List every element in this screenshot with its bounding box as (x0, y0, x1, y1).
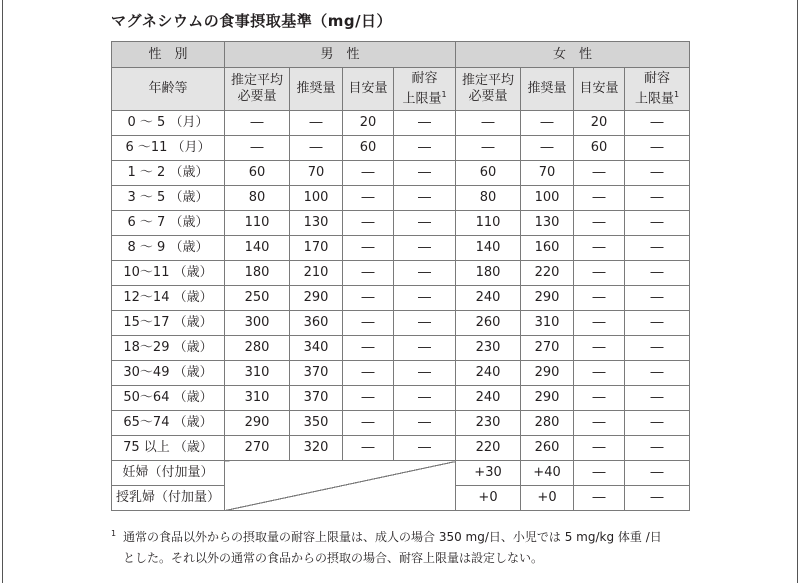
pregnant-label-cell: 妊婦（付加量） (112, 461, 225, 486)
female-rda-cell: +0 (521, 486, 574, 511)
male-ul-cell: ― (394, 436, 456, 461)
female-ear-cell: 180 (456, 261, 521, 286)
age-cell: 30～49 （歳） (112, 361, 225, 386)
male-ear-cell: ― (225, 111, 290, 136)
male-ear-cell: 270 (225, 436, 290, 461)
male-header: 男 性 (225, 42, 456, 68)
female-ul-cell: ― (625, 411, 690, 436)
male-ear-cell: 60 (225, 161, 290, 186)
male-ear-cell: 310 (225, 386, 290, 411)
male-ear-cell: 290 (225, 411, 290, 436)
female-ear-cell: 60 (456, 161, 521, 186)
female-ul-cell: ― (625, 386, 690, 411)
female-ai-cell: ― (574, 336, 625, 361)
female-ear-cell: 240 (456, 361, 521, 386)
table-row (112, 161, 690, 186)
not-applicable-diagonal-cell (225, 461, 456, 511)
male-ul-cell: ― (394, 236, 456, 261)
female-rda-cell: +40 (521, 461, 574, 486)
male-ai-cell: ― (343, 311, 394, 336)
female-ul-cell: ― (625, 161, 690, 186)
male-ear-cell: 80 (225, 186, 290, 211)
female-ai-cell: ― (574, 186, 625, 211)
page-frame-left (2, 0, 3, 583)
male-rda-cell: 100 (290, 186, 343, 211)
female-ear-cell: 240 (456, 386, 521, 411)
male-ear-cell: 110 (225, 211, 290, 236)
table-row (112, 236, 690, 261)
male-ear-cell: 300 (225, 311, 290, 336)
age-cell: 15～17 （歳） (112, 311, 225, 336)
male-rda-cell: 370 (290, 386, 343, 411)
female-ear-cell: ― (456, 111, 521, 136)
female-ear-cell: 240 (456, 286, 521, 311)
male-ul-cell: ― (394, 336, 456, 361)
male-ear-cell: 250 (225, 286, 290, 311)
female-ul-cell: ― (625, 311, 690, 336)
female-ai-cell: ― (574, 211, 625, 236)
age-cell: 8 ～ 9 （歳） (112, 236, 225, 261)
age-header-label: 年齢等 (112, 68, 225, 111)
female-ai-cell: 60 (574, 136, 625, 161)
table-row (112, 336, 690, 361)
male-ai-cell: ― (343, 286, 394, 311)
male-ul-cell: ― (394, 311, 456, 336)
female-ul-cell: ― (625, 361, 690, 386)
male-rda-cell: 340 (290, 336, 343, 361)
footnote (111, 527, 701, 569)
female-ul-cell: ― (625, 111, 690, 136)
female-ear-cell: +0 (456, 486, 521, 511)
female-rda-cell: 290 (521, 286, 574, 311)
age-cell: 6 ～11 （月） (112, 136, 225, 161)
female-ul-cell: ― (625, 486, 690, 511)
table-row (112, 311, 690, 336)
male-ul-cell: ― (394, 286, 456, 311)
female-ai-cell: ― (574, 286, 625, 311)
male-rda-cell: 350 (290, 411, 343, 436)
male-ear-cell: ― (225, 136, 290, 161)
female-rda-cell: 260 (521, 436, 574, 461)
page-frame-right (797, 0, 798, 583)
female-ul-header: 耐容 上限量$^1$ (625, 68, 690, 111)
age-cell: 3 ～ 5 （歳） (112, 186, 225, 211)
female-ul-cell: ― (625, 336, 690, 361)
female-ai-cell: ― (574, 486, 625, 511)
age-cell: 18～29 （歳） (112, 336, 225, 361)
male-ai-cell: ― (343, 436, 394, 461)
male-ai-header: 目安量 (343, 68, 394, 111)
female-rda-cell: 130 (521, 211, 574, 236)
male-ul-cell: ― (394, 411, 456, 436)
footnote-line-1: 通常の食品以外からの摂取量の耐容上限量は、成人の場合 350 mg/日、小児では 5 mg/kg 体重 /日 (123, 530, 662, 544)
female-ear-cell: 80 (456, 186, 521, 211)
female-ear-cell: 260 (456, 311, 521, 336)
male-ul-cell: ― (394, 261, 456, 286)
female-ear-cell: 220 (456, 436, 521, 461)
male-rda-cell: ― (290, 111, 343, 136)
lactating-label-cell: 授乳婦（付加量） (112, 486, 225, 511)
table-row (112, 436, 690, 461)
male-rda-cell: 290 (290, 286, 343, 311)
magnesium-intake-table (111, 41, 690, 511)
female-ear-cell: +30 (456, 461, 521, 486)
female-ai-cell: ― (574, 236, 625, 261)
female-rda-cell: ― (521, 111, 574, 136)
female-rda-cell: 160 (521, 236, 574, 261)
female-rda-cell: 270 (521, 336, 574, 361)
female-ul-cell: ― (625, 436, 690, 461)
female-rda-cell: 290 (521, 386, 574, 411)
male-ear-cell: 180 (225, 261, 290, 286)
female-ul-cell: ― (625, 136, 690, 161)
female-rda-cell: ― (521, 136, 574, 161)
male-ai-cell: ― (343, 411, 394, 436)
age-cell: 50～64 （歳） (112, 386, 225, 411)
age-cell: 10～11 （歳） (112, 261, 225, 286)
male-rda-cell: 210 (290, 261, 343, 286)
male-ai-cell: ― (343, 261, 394, 286)
female-rda-cell: 100 (521, 186, 574, 211)
male-ear-cell: 310 (225, 361, 290, 386)
table-row (112, 386, 690, 411)
male-rda-cell: 360 (290, 311, 343, 336)
table-row (112, 111, 690, 136)
female-ai-cell: ― (574, 161, 625, 186)
male-ear-cell: 280 (225, 336, 290, 361)
age-cell: 0 ～ 5 （月） (112, 111, 225, 136)
female-ai-cell: 20 (574, 111, 625, 136)
female-ear-cell: 110 (456, 211, 521, 236)
page-title: マグネシウムの食事摂取基準（mg/日） (111, 12, 393, 30)
male-ai-cell: 20 (343, 111, 394, 136)
female-ai-cell: ― (574, 461, 625, 486)
table-row (112, 411, 690, 436)
age-cell: 12～14 （歳） (112, 286, 225, 311)
male-ul-cell: ― (394, 111, 456, 136)
age-cell: 75 以上 （歳） (112, 436, 225, 461)
footnote-mark: 1 (111, 529, 117, 538)
female-header: 女 性 (456, 42, 690, 68)
female-ul-cell: ― (625, 186, 690, 211)
footnote-line-2: とした。それ以外の通常の食品からの摂取の場合、耐容上限量は設定しない。 (123, 551, 544, 565)
female-ear-cell: ― (456, 136, 521, 161)
female-ai-cell: ― (574, 386, 625, 411)
female-ai-header: 目安量 (574, 68, 625, 111)
female-ai-cell: ― (574, 311, 625, 336)
female-rda-cell: 310 (521, 311, 574, 336)
male-ul-cell: ― (394, 211, 456, 236)
male-rda-cell: ― (290, 136, 343, 161)
male-ai-cell: ― (343, 236, 394, 261)
male-ul-cell: ― (394, 386, 456, 411)
female-rda-cell: 280 (521, 411, 574, 436)
male-rda-cell: 170 (290, 236, 343, 261)
male-rda-header: 推奨量 (290, 68, 343, 111)
male-ai-cell: ― (343, 361, 394, 386)
male-ai-cell: ― (343, 336, 394, 361)
male-rda-cell: 70 (290, 161, 343, 186)
table-row (112, 136, 690, 161)
male-ul-header: 耐容 上限量$^1$ (394, 68, 456, 111)
table-row (112, 261, 690, 286)
table-row (112, 361, 690, 386)
female-rda-cell: 290 (521, 361, 574, 386)
male-ul-cell: ― (394, 161, 456, 186)
male-ear-header: 推定平均 必要量 (225, 68, 290, 111)
female-rda-header: 推奨量 (521, 68, 574, 111)
male-rda-cell: 370 (290, 361, 343, 386)
female-rda-cell: 70 (521, 161, 574, 186)
male-ai-cell: ― (343, 161, 394, 186)
table-row (112, 211, 690, 236)
female-ul-cell: ― (625, 261, 690, 286)
female-ul-cell: ― (625, 211, 690, 236)
female-rda-cell: 220 (521, 261, 574, 286)
female-ul-cell: ― (625, 286, 690, 311)
age-cell: 6 ～ 7 （歳） (112, 211, 225, 236)
age-cell: 65～74 （歳） (112, 411, 225, 436)
female-ear-cell: 140 (456, 236, 521, 261)
male-ai-cell: 60 (343, 136, 394, 161)
male-rda-cell: 130 (290, 211, 343, 236)
male-ul-cell: ― (394, 136, 456, 161)
male-ai-cell: ― (343, 211, 394, 236)
male-ul-cell: ― (394, 186, 456, 211)
male-ai-cell: ― (343, 386, 394, 411)
male-rda-cell: 320 (290, 436, 343, 461)
female-ear-cell: 230 (456, 336, 521, 361)
female-ul-cell: ― (625, 461, 690, 486)
sex-header-label: 性 別 (112, 42, 225, 68)
table-row-pregnant (112, 461, 690, 486)
male-ear-cell: 140 (225, 236, 290, 261)
female-ear-cell: 230 (456, 411, 521, 436)
female-ai-cell: ― (574, 436, 625, 461)
female-ai-cell: ― (574, 361, 625, 386)
age-cell: 1 ～ 2 （歳） (112, 161, 225, 186)
table-row (112, 186, 690, 211)
female-ai-cell: ― (574, 411, 625, 436)
female-ul-cell: ― (625, 236, 690, 261)
male-ul-cell: ― (394, 361, 456, 386)
table-row (112, 286, 690, 311)
male-ai-cell: ― (343, 186, 394, 211)
female-ear-header: 推定平均 必要量 (456, 68, 521, 111)
female-ai-cell: ― (574, 261, 625, 286)
